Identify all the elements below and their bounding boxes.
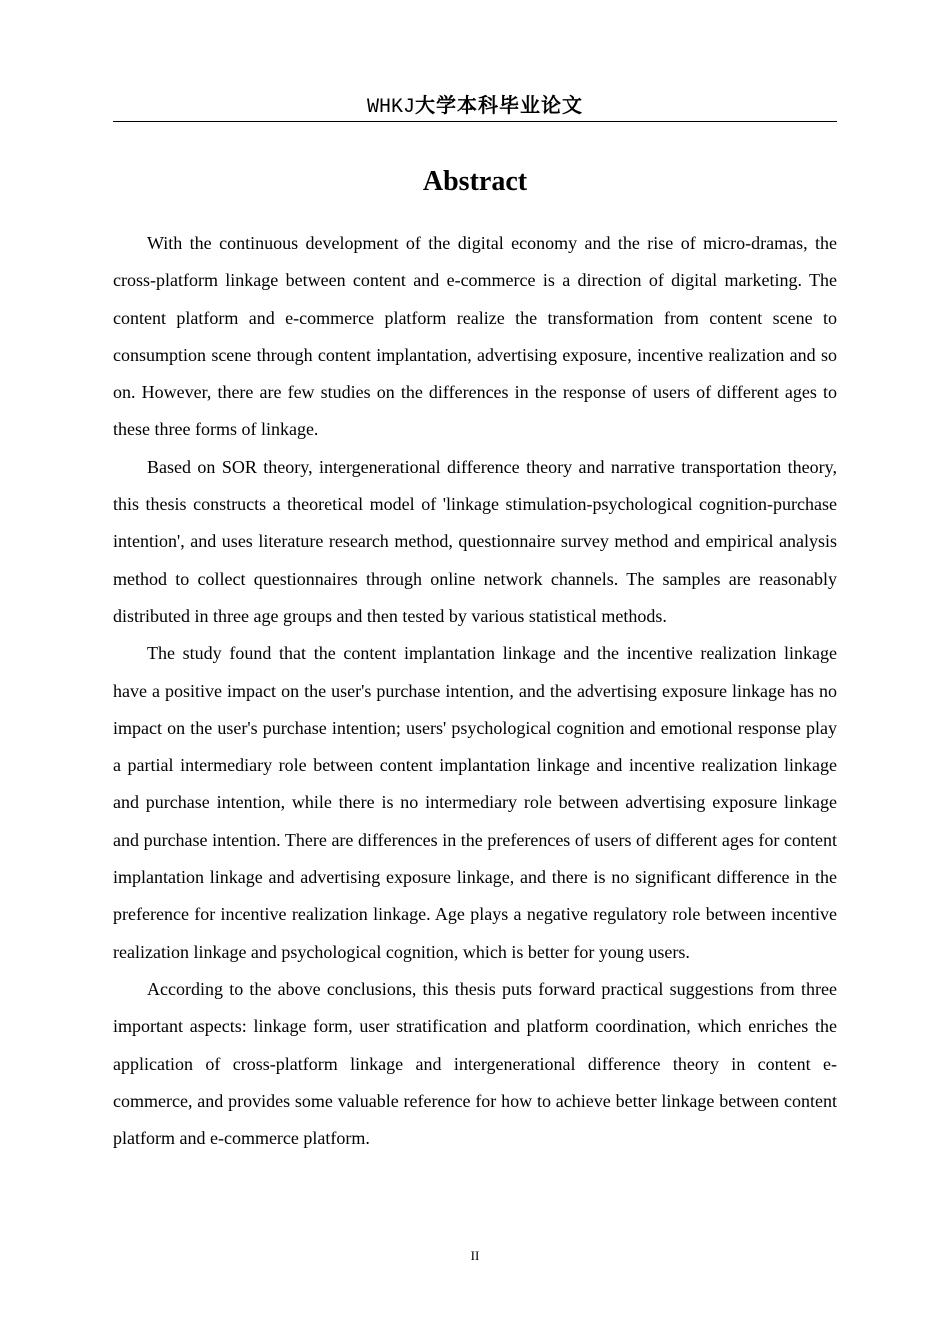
abstract-paragraph-2: Based on SOR theory, intergenerational difference theory and narrative transportation theory, this thesis constructs a theoretical model of 'linkage stimulation-psychological cognition-purchase intention', and uses literature research method, questionnaire survey method and empirical analysis method to collect questionnaires through online network channels. The samples are reasonably distributed in three age groups and then tested by various statistical methods.: [113, 456, 837, 626]
running-header: [113, 92, 837, 121]
header-university-code: WHKJ: [366, 96, 415, 119]
page-number: II: [470, 1248, 480, 1263]
header-thesis-label: 大学本科毕业论文: [415, 93, 583, 117]
abstract-paragraph-1: With the continuous development of the digital economy and the rise of micro-dramas, the cross-platform linkage between content and e-commerce is a direction of digital marketing. The content platform and e-commerce platform realize the transformation from content scene to consumption scene through content implantation, advertising exposure, incentive realization and so on. However, there are few studies on the differences in the response of users of different ages to these three forms of linkage.: [113, 233, 837, 440]
header-rule: [113, 121, 837, 122]
abstract-body: [113, 225, 837, 1157]
abstract-paragraph-4: According to the above conclusions, this thesis puts forward practical suggestions from three important aspects: linkage form, user stratification and platform coordination, which enriches the application of cross-platform linkage and intergenerational difference theory in content e-commerce, and provides some valuable reference for how to achieve better linkage between content platform and e-commerce platform.: [113, 978, 837, 1149]
page-title: Abstract: [422, 166, 528, 197]
abstract-paragraph-3: The study found that the content implantation linkage and the incentive realization linkage have a positive impact on the user's purchase intention, and the advertising exposure linkage has no impact on the user's purchase intention; users' psychological cognition and emotional response play a partial intermediary role between content implantation linkage and incentive realization linkage and purchase intention, while there is no intermediary role between advertising exposure linkage and purchase intention. There are differences in the preferences of users of different ages for content implantation linkage and advertising exposure linkage, and there is no significant difference in the preference for incentive realization linkage. Age plays a negative regulatory role between incentive realization linkage and psychological cognition, which is better for young users.: [113, 643, 837, 962]
